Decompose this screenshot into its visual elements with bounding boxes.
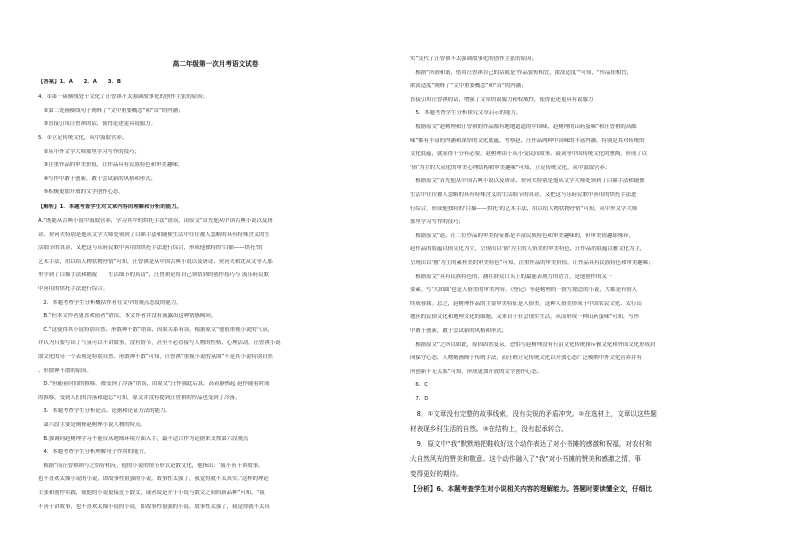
right-text-line: 根据原文“首先他从中国古典小说以及唐诗、契诃夫特别是他从文学大师处领到了白描手法和随便 xyxy=(410,178,645,185)
right-text-line: 终成眷属。总之，赵树理作品的主要审美特征是人俗美。这种人俗美形成于中国农民文化、太行山 xyxy=(410,300,642,307)
left-text-line: 根据“而汪曾祺则与之恰好相反，他的小说的情节形式是散文化，他指出：‘我不善于讲故事， xyxy=(38,462,264,469)
left-text-line: D.“但随着时间的推移，都受到了冷落”错误，由原文“汪作强此后算，高着静热起 赵作随着时间 xyxy=(38,381,270,388)
right-text-line: 行综合，形成他独特的‘白描——烘托’的艺术手法，用以给人物状物抒情”可知，从中外文学大师 xyxy=(410,205,638,212)
left-text-line: 主张和创作实践，使他的小说更接近于散文，或者说是介于小说与散文之间的新品种”可知，“我 xyxy=(38,490,265,496)
right-text-line: 8．①文章没有完整的故事线索，没有尖锐的矛盾冲突。②在选材上，文章以这些题 xyxy=(410,409,657,418)
right-text-line: 6．C xyxy=(410,382,428,389)
left-text-line: 不善于讲故事，也不喜欢太像小说的小说，即故事性很强的小说。故事性太强了，我觉得就不太真 xyxy=(38,503,270,510)
right-text-line: 根据原文“赵、汪二位作品的审美特征都是丰富民族特色和审美趣味的，但审美情趣却殊异， xyxy=(410,232,634,239)
right-text-line: 7．D xyxy=(410,396,429,402)
left-text-line: C.“这使得其小说特别自然、形散神不散”错误，因果关系有误。根据原文“他很重视小说的气氛， xyxy=(38,326,273,333)
left-text-line: 、形散神不散的原因。 xyxy=(38,367,92,374)
right-text-line: 9．原文中“我”默默地把鞋收好这个动作表达了对小书摊的感激和祝福，对农村和 xyxy=(410,439,652,448)
left-text-line: 4．①第一届横线处于文化了汪曾祺不太强调故事化的创作主张的原因； xyxy=(38,94,208,101)
right-text-line: 根据原文“之所以如此，原因固然复杂，恐怕与赵树理没有行沿文化传统排斥雅文化和外国文化形成封 xyxy=(410,341,656,348)
right-text-line: 赵作品的底蕴以俗文化为主，呈现出以‘俗’为主的人俗美的审美特色，汪作品的底蕴以雅文化为主， xyxy=(410,246,646,253)
left-text-line: 5．①立足传统文化，从中汲取营养； xyxy=(38,134,128,141)
left-text-line: 的推移，受到人们的冷落和遗忘”可知，原文并没有提到汪曾祺的作品也受到了冷落。 xyxy=(38,394,241,401)
left-text-line: 里学到了白描手法和捕捉 生活细节的真诗”，汪曾祺是将自己领悟到的创作技巧与 汲乐府民歌 xyxy=(38,272,269,279)
right-text-line: 味”都有丰富的内涵和深厚的文化底蕴。考察赵、汪作品两种中国味的丰富内涵，特别是其对传统的 xyxy=(410,137,645,144)
left-text-line: 并认为只要写出了气氛可以不讲故事，没有情节，甚至不必直接写人物的性格、心理活动。汪曾祺小说 xyxy=(38,340,281,347)
left-text-line: B.强调同赵树理学习不能仅从地域环境方面入手，最不适合作为论据来支撑第六段观点 xyxy=(38,435,249,442)
left-text-line: 诗、契诃夫特别是他从文学大师处领到了白描手法和随便生活中往往被人忽略的具有特殊含义的生 xyxy=(38,231,270,238)
left-text-line: 【答案】1．A 2．A 3．B xyxy=(38,79,122,85)
left-text-line: ②第二处画横线句子阐释了“文中重要概念”和“首”的内涵； xyxy=(38,107,184,114)
left-text-line: 中善用的烘托手法进行综合。 xyxy=(38,286,109,292)
right-text-line: 根据原文“赵树理和汪曾祺的作品都有地地道道的中国味，赵树理的山药蛋味”和汪曾祺的高邮 xyxy=(410,124,637,130)
left-text-line: 【解析】1．本题考查学生对文章内容的理解和分析的能力。 xyxy=(38,204,182,211)
left-text-line: 3．本题考查学生分析论点、论据和论证方法的能力。 xyxy=(38,408,171,415)
right-text-line: 实”交代了汪曾祺不太强调故事化的创作主张的原因； xyxy=(410,56,537,62)
left-text-line: ③直接引用汪曾祺的话，使得论述更具说服力。 xyxy=(38,121,157,128)
left-text-line: ③注重作品的审美价值，让作品具有民族特色和审美趣味； xyxy=(38,162,183,169)
left-text-line: ②从中外文学大师那里学习写作的技巧； xyxy=(38,148,140,155)
left-text-line: B.“但本文作者更喜欢前者”错误，本文作者并没有流露出这种情感倾向。 xyxy=(38,313,217,320)
left-text-line: ④写作中敢于创新，敢于尝试新的风格和形式； xyxy=(38,175,157,182)
left-text-line: 活细节的真诗，又把这与乐府民歌中善用的烘托手法进行综合，形成他独特的‘白描——烘托’的 xyxy=(38,245,263,252)
page-title: 高二年级第一次月考语文试卷 xyxy=(172,60,259,68)
right-text-line: 浓淡适度”阐释了“文中重要概念”和“首”的内涵； xyxy=(410,83,527,90)
right-text-line: 根据原文“具有民族特色的，涵在群众口头上的最能表现力的语言，是他创作的又一 xyxy=(410,273,613,280)
right-text-line: 5．本题考查学生分析探究文章启示的能力。 xyxy=(410,110,522,117)
left-text-line: 第六段主要是阐释赵树理小说人物的特点。 xyxy=(38,422,146,428)
right-text-line: 所创新不无关系”可知，形成更加开放的文学创作心态。 xyxy=(410,368,543,375)
left-text-line: 艺术手法，用以给人物状物抒情”可知，汪曾祺是从中国古典小说以及唐诗、契诃夫和沈从文等人那 xyxy=(38,258,273,265)
right-text-line: 文化底蕴，就显得十分有必要。赵树理由于从小受民间故事、鼓词等中国传统文化的熏陶，形成了以 xyxy=(410,151,648,158)
left-text-line: A.“既能从古典小说中汲取营养，学习其中的烘托手法”错误，由原文“首先他从中国古典小说以及唐 xyxy=(38,218,273,224)
right-text-line: 大自然风光的赞美和敬意。这个动作融入了“我”对小书摊的赞美和感激之情、事 xyxy=(410,454,642,463)
left-text-line: 也不喜欢太像小说的小说，即故事性很强的小说。故事性太强了，我觉得就不太真实。’这样的理论 xyxy=(38,476,269,483)
right-text-line: 地区的民俗文化和地理文化的细胞，又来自于社会现实生活，从而形成一种山药蛋味”可知，写作 xyxy=(410,314,640,321)
right-text-line: ‘俗’为主的大众化的审美心理结构和审美趣味”可知，立足传统文化，从中汲取营养； xyxy=(410,164,611,171)
left-text-line: 2．本题考查学生分析概括作者在文中的观点态度的能力。 xyxy=(38,299,182,306)
right-text-line: 闭保守心态，人物刻画囿于传统手法，而汪则立足传统文化以开放心态广泛吸纳中外文化营养并有 xyxy=(410,355,642,362)
right-text-line: 中敢于创新，敢于尝试新的风格和形式； xyxy=(410,328,508,334)
left-text-line: ⑤积极更加开放的文学创作心态。 xyxy=(38,189,124,196)
right-text-line: 材表现乡村生活的自然。③在结构上，没有起承转合。 xyxy=(410,424,568,433)
right-text-line: 直接引用汪曾祺的话，增强了文章的说服力和权威性，使得论述更具有说服力 xyxy=(410,96,594,103)
right-text-line: 那里学习写作的技巧； xyxy=(410,219,464,226)
right-text-line: 呈现出以‘雅’为主的素朴美的审美特色”可知，注重作品的审美价值，让作品具有民族特色和审美趣味； xyxy=(410,260,654,266)
right-text-line: 根据“所谓和谐，借用汪曾祺自己的话就是‘作品要短相宜，浓淡适度’”可知，“作品短相宜， xyxy=(410,69,633,76)
left-text-line: 4．本题考查学生分析理解句子作用的能力。 xyxy=(38,449,150,456)
right-text-line: 要素。写‘大团圆’也是人俗美的审美内容。《登记》等赵树理的一批写婚恋的小说，大都是有情人 xyxy=(410,287,638,294)
right-text-line: 生活中往往被人忽略的具有特殊含义的生活细节的真诗，又把这与乐府民歌中善用的烘托手法进 xyxy=(410,192,637,198)
right-text-line: 变得更好的期待。 xyxy=(410,469,463,478)
right-text-line: 【分析】6、本题考查学生对小说相关内容的理解能力。答题时要读懂全文，仔细比 xyxy=(410,484,652,493)
left-text-line: 散文化的另一个表现是特别自然、形散神不散”可知，汪曾祺“重视小说的氛围”不是其小说特别自然 xyxy=(38,354,273,360)
